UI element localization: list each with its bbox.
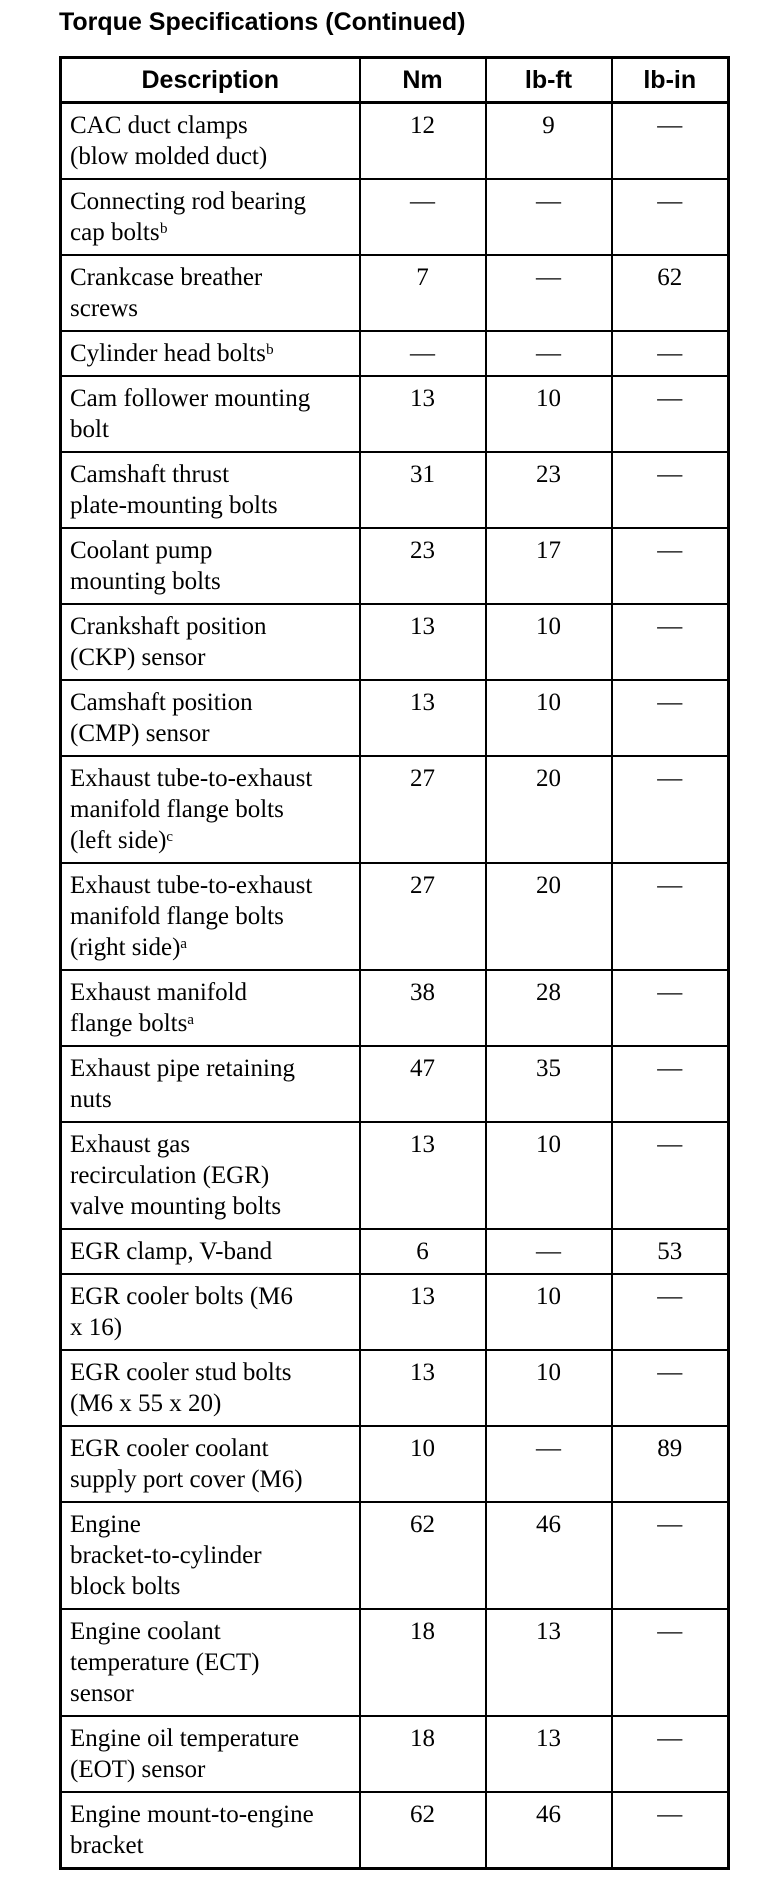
lb-ft-cell: 35 [486,1046,612,1122]
description-cell: EGR clamp, V-band [61,1229,360,1274]
lb-in-cell: — [612,1274,729,1350]
table-row [61,376,729,452]
lb-ft-cell: 10 [486,1274,612,1350]
nm-cell: 13 [360,1274,486,1350]
nm-cell: 27 [360,863,486,970]
description-cell: Camshaft thrust plate-mounting bolts [61,452,360,528]
description-cell: Engine coolant temperature (ECT) sensor [61,1609,360,1716]
lb-in-cell: — [612,756,729,863]
nm-cell: 18 [360,1716,486,1792]
nm-cell: 27 [360,756,486,863]
table-row [61,1716,729,1792]
table-row [61,1426,729,1502]
table-row [61,680,729,756]
description-cell: Engine bracket-to-cylinder block bolts [61,1502,360,1609]
nm-cell: 18 [360,1609,486,1716]
description-cell: Cylinder head boltsᵇ [61,331,360,376]
lb-ft-cell: 13 [486,1716,612,1792]
nm-cell: 6 [360,1229,486,1274]
lb-in-cell: — [612,970,729,1046]
nm-cell: 13 [360,1122,486,1229]
description-cell: Exhaust gas recirculation (EGR) valve mounting bolts [61,1122,360,1229]
nm-cell: 47 [360,1046,486,1122]
nm-cell: 31 [360,452,486,528]
lb-ft-cell: 20 [486,756,612,863]
table-row [61,863,729,970]
nm-cell: 62 [360,1502,486,1609]
table-header-row [61,58,729,103]
table-row [61,604,729,680]
lb-in-cell: — [612,331,729,376]
description-cell: Exhaust pipe retaining nuts [61,1046,360,1122]
description-cell: Crankcase breather screws [61,255,360,331]
nm-cell: 13 [360,376,486,452]
lb-in-cell: — [612,1350,729,1426]
lb-in-cell: 89 [612,1426,729,1502]
nm-cell: 13 [360,1350,486,1426]
lb-in-cell: 62 [612,255,729,331]
lb-in-cell: — [612,1792,729,1869]
lb-in-cell: — [612,103,729,180]
description-cell: EGR cooler stud bolts (M6 x 55 x 20) [61,1350,360,1426]
nm-cell: 12 [360,103,486,180]
nm-cell: — [360,331,486,376]
lb-ft-cell: 9 [486,103,612,180]
lb-ft-cell: — [486,331,612,376]
nm-cell: 7 [360,255,486,331]
description-cell: EGR cooler coolant supply port cover (M6) [61,1426,360,1502]
table-row [61,528,729,604]
description-cell: Engine mount-to-engine bracket [61,1792,360,1869]
column-header-lb-in: lb-in [612,58,729,103]
table-row [61,1229,729,1274]
lb-in-cell: — [612,1046,729,1122]
lb-ft-cell: 13 [486,1609,612,1716]
table-row [61,1046,729,1122]
description-cell: Camshaft position (CMP) sensor [61,680,360,756]
lb-ft-cell: 23 [486,452,612,528]
page-title: Torque Specifications (Continued) [59,8,466,36]
lb-ft-cell: — [486,179,612,255]
nm-cell: 38 [360,970,486,1046]
lb-in-cell: — [612,452,729,528]
description-cell: Cam follower mounting bolt [61,376,360,452]
table-row [61,1274,729,1350]
lb-in-cell: — [612,376,729,452]
lb-in-cell: — [612,680,729,756]
description-cell: CAC duct clamps (blow molded duct) [61,103,360,180]
description-cell: EGR cooler bolts (M6 x 16) [61,1274,360,1350]
table-row [61,452,729,528]
description-cell: Connecting rod bearing cap boltsᵇ [61,179,360,255]
description-cell: Crankshaft position (CKP) sensor [61,604,360,680]
lb-ft-cell: — [486,1426,612,1502]
lb-ft-cell: — [486,1229,612,1274]
lb-ft-cell: 46 [486,1792,612,1869]
lb-in-cell: — [612,863,729,970]
lb-ft-cell: 10 [486,1350,612,1426]
column-header-description: Description [61,58,360,103]
description-cell: Engine oil temperature (EOT) sensor [61,1716,360,1792]
column-header-nm: Nm [360,58,486,103]
table-row [61,1502,729,1609]
table-row [61,103,729,180]
lb-in-cell: 53 [612,1229,729,1274]
table-row [61,1609,729,1716]
table-row [61,255,729,331]
lb-ft-cell: — [486,255,612,331]
lb-ft-cell: 10 [486,604,612,680]
lb-ft-cell: 20 [486,863,612,970]
lb-ft-cell: 10 [486,1122,612,1229]
description-cell: Exhaust manifold flange boltsᵃ [61,970,360,1046]
table-row [61,1350,729,1426]
lb-in-cell: — [612,179,729,255]
lb-in-cell: — [612,528,729,604]
description-cell: Coolant pump mounting bolts [61,528,360,604]
table-row [61,331,729,376]
lb-ft-cell: 10 [486,680,612,756]
table-body [61,103,729,1869]
column-header-lb-ft: lb-ft [486,58,612,103]
nm-cell: — [360,179,486,255]
lb-ft-cell: 46 [486,1502,612,1609]
table-row [61,970,729,1046]
nm-cell: 23 [360,528,486,604]
lb-ft-cell: 10 [486,376,612,452]
nm-cell: 10 [360,1426,486,1502]
lb-in-cell: — [612,604,729,680]
table-row [61,1792,729,1869]
nm-cell: 13 [360,680,486,756]
table-row [61,756,729,863]
description-cell: Exhaust tube-to-exhaust manifold flange bolts (right side)ᵃ [61,863,360,970]
lb-in-cell: — [612,1502,729,1609]
lb-in-cell: — [612,1609,729,1716]
torque-specifications-table [59,56,730,1870]
nm-cell: 62 [360,1792,486,1869]
table-row [61,179,729,255]
table-row [61,1122,729,1229]
description-cell: Exhaust tube-to-exhaust manifold flange bolts (left side)ᶜ [61,756,360,863]
lb-in-cell: — [612,1716,729,1792]
nm-cell: 13 [360,604,486,680]
lb-in-cell: — [612,1122,729,1229]
lb-ft-cell: 28 [486,970,612,1046]
lb-ft-cell: 17 [486,528,612,604]
